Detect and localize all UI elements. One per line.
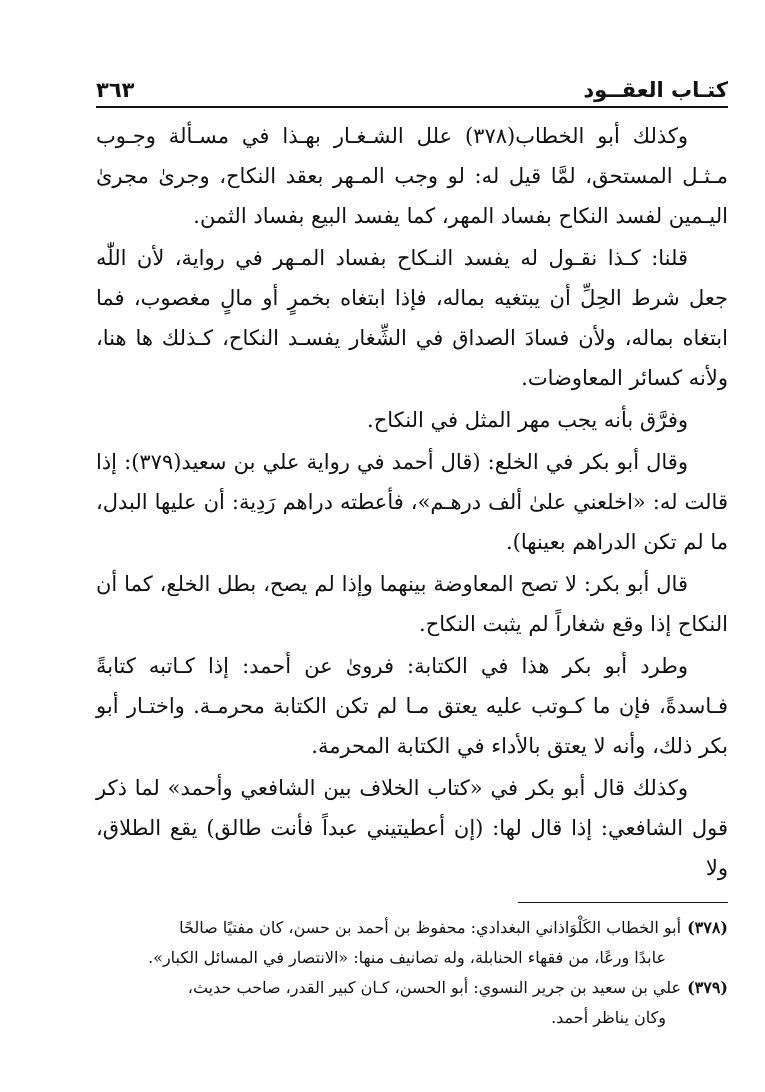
footnote-text: علي بن سعيد بن جرير النسوي: أبو الحسن، كـان كبير القدر، صاحب حديث، (187, 978, 682, 997)
paragraph: وكذلك أبو الخطاب(٣٧٨) علل الشـغـار بهـذا في مسـألة وجـوب مـثـل المستحق، لمَّا قيل له: لو وجب المـهر بعقد النكاح، وجرىٰ مجرىٰ اليـمين لفسد النكاح بفساد المهر، كما يفسد البيع بفساد الثمن. (96, 124, 728, 228)
footnotes (96, 913, 728, 1033)
footnote (96, 973, 728, 1003)
book-page (96, 70, 728, 1070)
footnote-separator (518, 902, 728, 903)
paragraph: وطرد أبو بكر هذا في الكتابة: فروىٰ عن أحمد: إذا كـاتبه كتابةً فـاسدةً، فإن ما كـوتب عليه يعتق مـا لم تكن الكتابة محرمـة. واختـار أبو بكر ذلك، وأنه لا يعتق بالأداء في الكتابة المحرمة. (96, 654, 728, 758)
running-head (96, 70, 728, 102)
chapter-title: كتـاب العقــود (583, 78, 728, 102)
footnote-text: أبو الخطاب الكَلْوَاذاني البغدادي: محفوظ بن أحمد بن حسن، كان مفتيًا صالحًا (179, 918, 682, 937)
footnote-continuation: وكان يناظر أحمد. (551, 1008, 666, 1027)
header-rule (96, 106, 728, 108)
paragraph: قلنا: كـذا نقـول له يفسد النـكاح بفساد المـهر في رواية، لأن اللّٰه جعل شرط الحِلِّ أن يبتغيه بماله، فإذا ابتغاه بخمرٍ أو مالٍ مغصوب، فما ابتغاه بماله، ولأن فسادَ الصداق في الشِّغار يفسـد النكاح، كـذلك ها هنا، ولأنه كسائر المعاوضات. (96, 246, 728, 390)
page-number: ٣٦٣ (96, 78, 135, 102)
footnote (96, 913, 728, 943)
main-text (96, 116, 728, 888)
paragraph: وفرَّق بأنه يجب مهر المثل في النكاح. (367, 408, 688, 432)
paragraph: وقال أبو بكر في الخلع: (قال أحمد في رواية علي بن سعيد(٣٧٩): إذا قالت له: «اخلعني علىٰ ألف درهـم»، فأعطته دراهم رَدِية: أن عليها البدل، ما لم تكن الدراهم بعينها). (96, 450, 728, 554)
paragraph: قال أبو بكر: لا تصح المعاوضة بينهما وإذا لم يصح، بطل الخلع، كما أن النكاح إذا وقع شغاراً لم يثبت النكاح. (96, 572, 728, 636)
footnote-number: (٣٧٩) (687, 978, 728, 997)
footnote-continuation: عابدًا ورعًا، من فقهاء الحنابلة، وله تصانيف منها: «الانتصار في المسائل الكبار». (148, 948, 666, 967)
paragraph: وكذلك قال أبو بكر في «كتاب الخلاف بين الشافعي وأحمد» لما ذكر قول الشافعي: إذا قال لها: (إن أعطيتيني عبداً فأنت طالق) يقع الطلاق، ولا (96, 776, 728, 880)
footnote-number: (٣٧٨) (687, 918, 728, 937)
